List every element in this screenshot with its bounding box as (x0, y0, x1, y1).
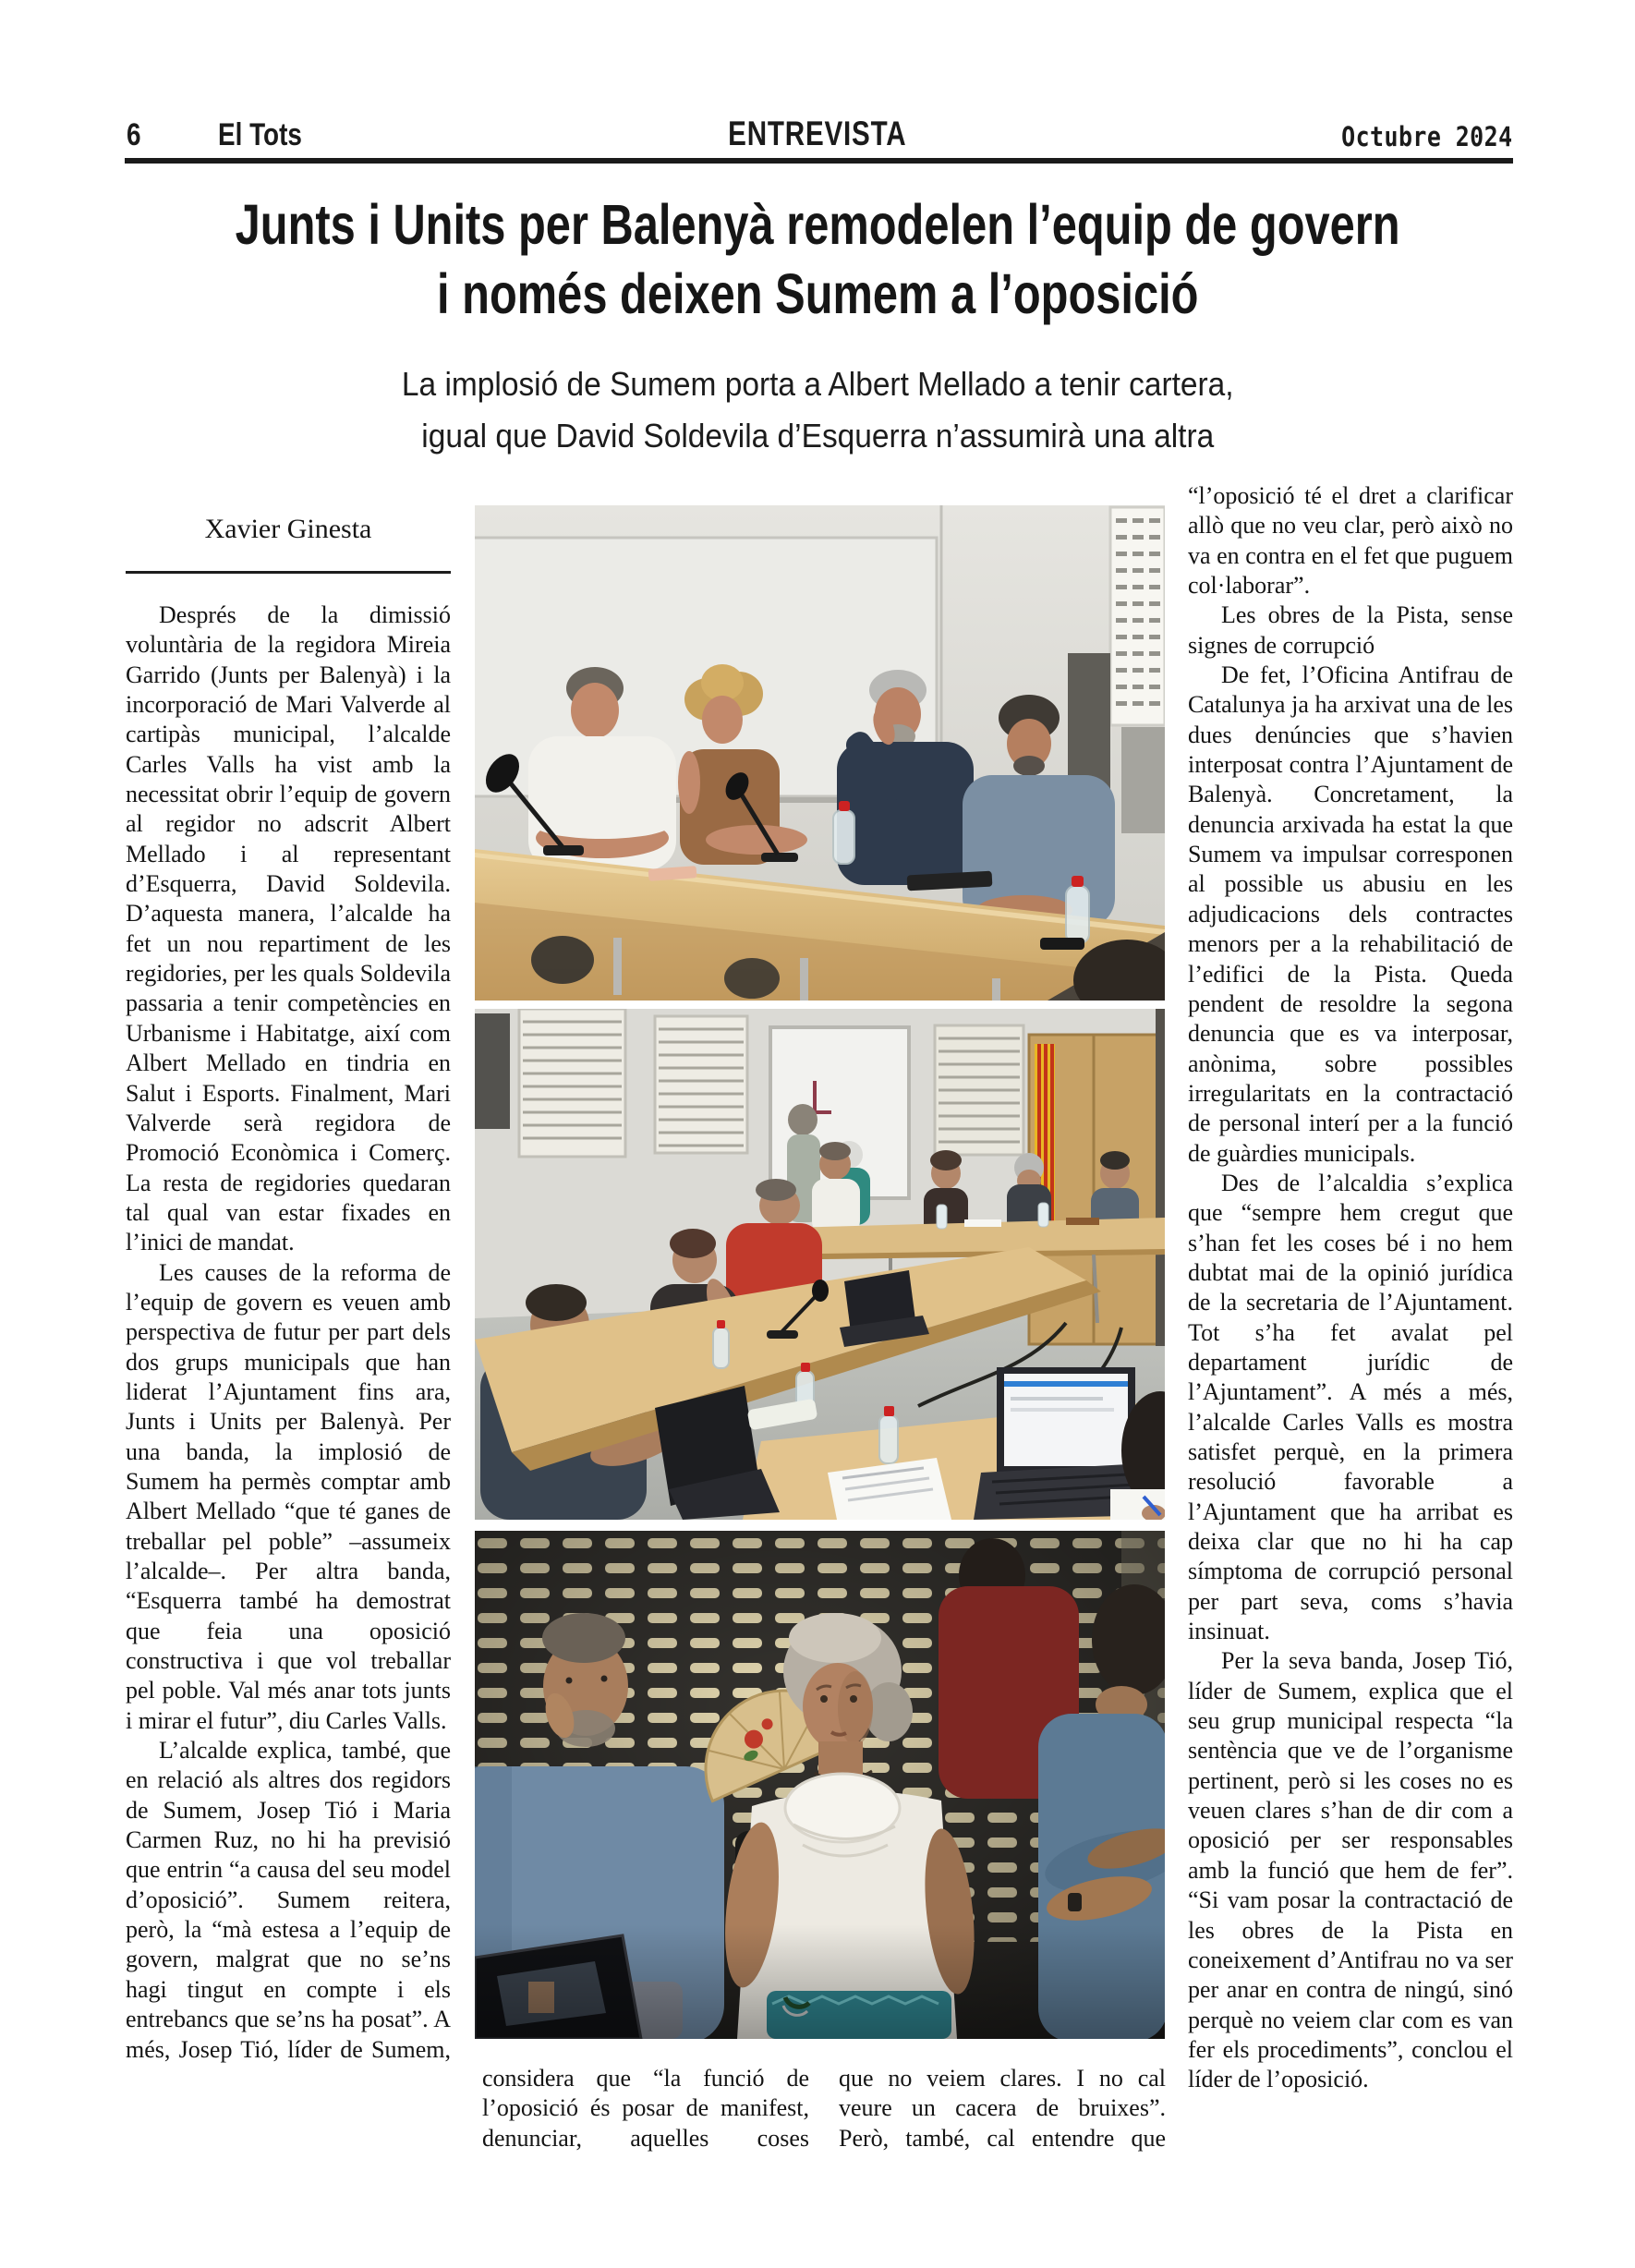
article-right-column (1188, 481, 1513, 2156)
paragraph: Després de la dimissió voluntària de la regidora Mireia Garrido (Junts per Balenyà) i la incorporació de Mari Valverde al cartipàs municipal, l’alcalde Carles Valls ha vist amb la necessitat obrir l’equip de govern al regidor no adscrit Albert Mellado i al representant d’Esquerra, David Soldevila. D’aquesta manera, l’alcalde ha fet un nou repartiment de les regidories, per les quals Soldevila passaria a tenir competències en Urbanisme i Habitatge, així com Albert Mellado en tindria en Salut i Esports. Finalment, Mari Valverde serà regidora de Promoció Econòmica i Comerç. La resta de regidories quedaran tal qual van estar fixades en l’inici de mandat. (126, 601, 451, 1256)
headline-line-2: i només deixen Sumem a l’oposició (436, 262, 1199, 325)
window-blinds (1110, 507, 1165, 725)
paragraph: De fet, l’Oficina Antifrau de Catalunya ja ha arxivat una de les dues denúncies que s’havien interposat contra l’Ajuntament de Balenyà. Concretament, la denuncia arxivada ha estat la que Sumem va impulsar corresponen al possible us abusiu en les adjudicacions dels contractes menors per a la rehabilitació de l’edifici de la Pista. Queda pendent de resoldre la segona denuncia que es va interposar, anònima, sobre possibles irregularitats en la contractació de personal interí per a la funció de guàrdies municipals. (1188, 661, 1513, 1167)
paragraph: L’alcalde explica, també, que en relació als altres dos regidors de Sumem, Josep Tió i Maria Carmen Ruz, no hi ha previsió que entrin “a causa del seu model d’oposició”. Sumem reitera, però, la “mà estesa a l’equip de govern, malgrat que no se’ns hagi tingut en compte i els entrebancs que se’ns ha posat”. A més, Josep Tió, líder de Sumem, (126, 1737, 451, 2063)
phone (1040, 938, 1084, 950)
photo-press-table (475, 505, 1165, 1001)
subheadline-line-1: La implosió de Sumem porta a Albert Mellado a tenir cartera, (401, 365, 1234, 403)
photo-meeting-room (475, 1009, 1165, 1520)
subheadline-line-2: igual que David Soldevila d’Esquerra n’assumirà una altra (421, 417, 1214, 455)
paragraph: Les causes de la reforma de l’equip de govern es veuen amb perspectiva de futur per part dels dos grups municipals que han liderat l’Ajuntament fins ara, Junts i Units per Balenyà. Per una banda, la implosió de Sumem ha permès comptar amb Albert Mellado “que té ganes de treballar pel poble” –assumeix l’alcalde–. Per altra banda, “Esquerra també ha demostrat que feia una oposició constructiva i que vol treballar pel poble. Val més anar tots junts i mirar el futur”, diu Carles Valls. (126, 1258, 451, 1734)
issue-date-text: Octubre 2024 (1341, 121, 1513, 152)
section-text: ENTREVISTA (728, 115, 907, 152)
byline: Xavier Ginesta (204, 514, 372, 544)
window-blinds (935, 1025, 1023, 1155)
header-rule (125, 158, 1513, 164)
paragraph: considera que “la funció de l’oposició és posar de manifest, denunciar, aquelles coses (482, 2065, 809, 2152)
paragraph: Des de l’alcaldia s’explica que “sempre hem cregut que s’han fet les coses bé i no hem dubtat mai de la opinió jurídica de la secretaria de l’Ajuntament. Tot s’ha fet avalat pel departament jurídic de l’Ajuntament”. A més a més, l’alcalde Carles Valls es mostra satisfet perquè, en la primera resolució favorable a l’Ajuntament que ha arribat es deixa clar que no hi ha cap símptoma de corrupció personal per part seva, coms s’havia insinuat. (1188, 1169, 1513, 1645)
paragraph-subhead: Les obres de la Pista, sense signes de corrupció (1188, 601, 1513, 659)
publication-text: El Tots (218, 117, 302, 152)
window-blinds (519, 1009, 625, 1157)
article-bottom-middle-column-1 (482, 2064, 809, 2154)
byline-rule (126, 571, 451, 574)
window-blinds (655, 1016, 747, 1153)
article-left-column (126, 600, 451, 2154)
header-issue-date (1314, 121, 1513, 152)
article-headline (0, 190, 1635, 329)
photo-meeting-room-graphic (475, 1009, 1165, 1520)
article-subheadline (0, 358, 1635, 462)
paragraph: Per la seva banda, Josep Tió, líder de Sumem, explica que el seu grup municipal respecta “la sentència que ve de l’organisme pertinent, però si les coses no es veuen clares s’han de dir com a oposició per ser responsables amb la funció que hem de fer”. “Si vam posar la contractació de les obres de la Pista en coneixement d’Antifrau no va ser per anar en contra de ningú, sinó perquè no veiem clar com es van fer els procediments”, conclou el líder de l’oposició. (1188, 1647, 1513, 2093)
paragraph: que no veiem clares. I no cal veure un cacera de bruixes”. Però, també, cal entendre que (839, 2065, 1166, 2152)
photo-audience-graphic (475, 1531, 1165, 2039)
photo-press-table-graphic (475, 505, 1165, 1001)
headline-line-1: Junts i Units per Balenyà remodelen l’equip de govern (235, 193, 1400, 256)
article-bottom-middle-column-2 (839, 2064, 1166, 2154)
page-number-text: 6 (127, 117, 141, 152)
picture-frame (475, 1013, 510, 1129)
photo-audience (475, 1531, 1165, 2039)
paragraph: “l’oposició té el dret a clarificar allò que no veu clar, però això no va en contra en el fet que puguem col·laborar”. (1188, 482, 1513, 600)
